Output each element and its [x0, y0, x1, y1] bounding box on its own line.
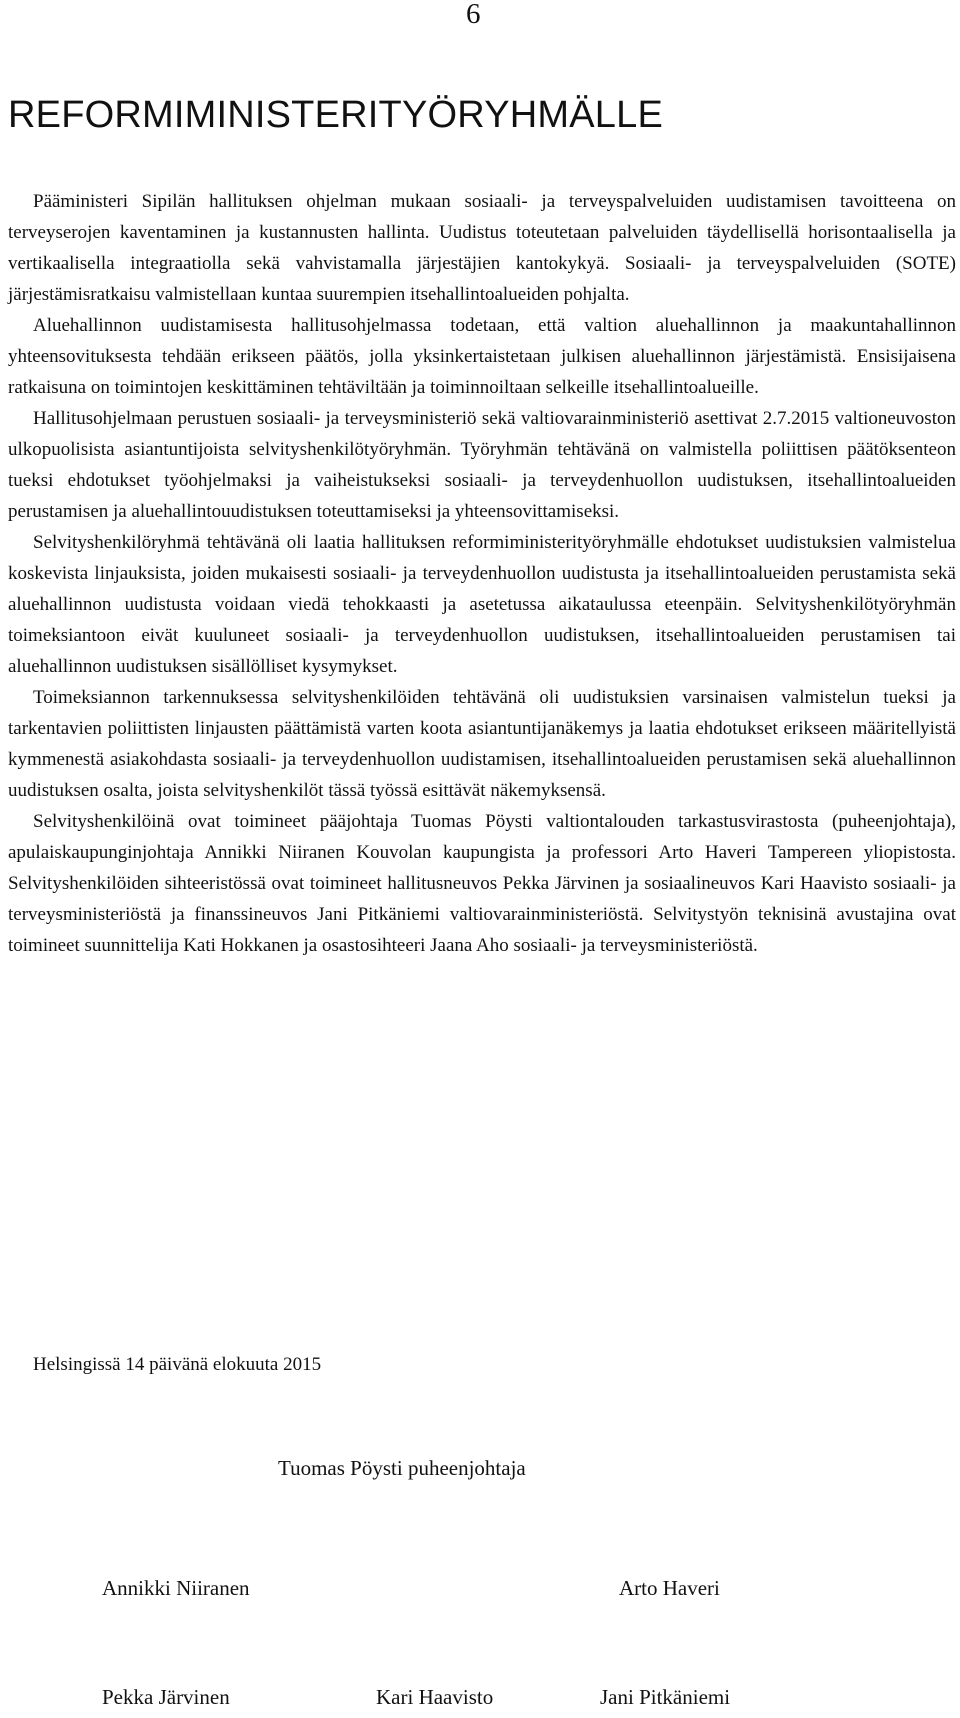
page-number: 6	[466, 0, 481, 30]
paragraph-hallitusohjelma: Hallitusohjelmaan perustuen sosiaali- ja terveysministeriö sekä valtiovarainministeriö asettivat 2.7.2015 valtioneuvoston ulkopuolisista asiantuntijoista selvityshenkilötyöryhmän. Työryhmän tehtävänä on valmistella poliittisen päätöksenteon tueksi ehdotukset työohjelmaksi ja vaiheistukseksi sosiaali- ja terveydenhuollon uudistuksen, itsehallintoalueiden perustamisen ja aluehallintouudistuksen toteuttamiseksi ja yhteensovittamiseksi.	[8, 408, 956, 522]
signature-place-date: Helsingissä 14 päivänä elokuuta 2015	[33, 1354, 322, 1375]
paragraph-intro: Pääministeri Sipilän hallituksen ohjelman mukaan sosiaali- ja terveyspalveluiden uudistamisen tavoitteena on terveyserojen kaventaminen ja kustannusten hallinta. Uudistus toteutetaan palveluiden täydellisellä horisontaalisella ja vertikaalisella integraatiolla sekä vahvistamalla järjestäjien kantokykyä. Sosiaali- ja terveyspalveluiden (SOTE) järjestämisratkaisu valmistellaan kuntaa suurempien itsehallintoalueiden pohjalta.	[8, 191, 956, 305]
signature-member-pitkaniemi: Jani Pitkäniemi	[600, 1685, 731, 1709]
signature-member-haveri: Arto Haveri	[619, 1576, 720, 1600]
paragraph-tehtava: Selvityshenkilöryhmä tehtävänä oli laatia hallituksen reformiministerityöryhmälle ehdotukset uudistuksien valmistelua koskevista linjauksista, joiden mukaisesti sosiaali- ja terveydenhuollon uudistusta ja itsehallintoalueiden perustamista sekä aluehallinnon uudistusta voidaan viedä tehokkaasti ja asetetussa aikataulussa eteenpäin. Selvityshenkilötyöryhmän toimeksiantoon eivät kuuluneet sosiaali- ja terveydenhuollon uudistuksen, itsehallintoalueiden perustamisen tai aluehallinnon uudistuksen sisällölliset kysymykset.	[8, 532, 956, 677]
paragraph-aluehallinto: Aluehallinnon uudistamisesta hallitusohjelmassa todetaan, että valtion aluehallinnon ja maakuntahallinnon yhteensovituksesta tehdään erikseen päätös, jolla yksinkertaistetaan julkisen aluehallinnon järjestämistä. Ensisijaisena ratkaisuna on toimintojen keskittäminen tehtäviltään ja toiminnoiltaan selkeille itsehallintoalueille.	[8, 315, 956, 398]
signature-member-niiranen: Annikki Niiranen	[102, 1576, 250, 1600]
document-title: REFORMIMINISTERITYÖRYHMÄLLE	[8, 94, 663, 136]
signature-member-jarvinen: Pekka Järvinen	[102, 1685, 230, 1709]
signature-member-haavisto: Kari Haavisto	[376, 1685, 494, 1709]
paragraph-toimeksianto: Toimeksiannon tarkennuksessa selvityshenkilöiden tehtävänä oli uudistuksien varsinaisen valmistelun tueksi ja tarkentavien poliittisten linjausten päättämistä varten koota asiantuntijanäkemys ja laatia ehdotukset erikseen määritellyistä kymmenestä asiakohdasta sosiaali- ja terveydenhuollon uudistamisen, itsehallintoalueiden perustamisen sekä aluehallinnon uudistuksen osalta, joista selvityshenkilöt tässä työssä esittävät näkemyksensä.	[8, 687, 956, 801]
document-body	[8, 186, 956, 961]
signature-chair: Tuomas Pöysti puheenjohtaja	[278, 1456, 526, 1480]
paragraph-selvityshenkilot: Selvityshenkilöinä ovat toimineet pääjohtaja Tuomas Pöysti valtiontalouden tarkastusvirastosta (puheenjohtaja), apulaiskaupunginjohtaja Annikki Niiranen Kouvolan kaupungista ja professori Arto Haveri Tampereen yliopistosta. Selvityshenkilöiden sihteeristössä ovat toimineet hallitusneuvos Pekka Järvinen ja sosiaalineuvos Kari Haavisto sosiaali- ja terveysministeriöstä ja finanssineuvos Jani Pitkäniemi valtiovarainministeriöstä. Selvitystyön teknisinä avustajina ovat toimineet suunnittelija Kati Hokkanen ja osastosihteeri Jaana Aho sosiaali- ja terveysministeriöstä.	[8, 811, 956, 956]
